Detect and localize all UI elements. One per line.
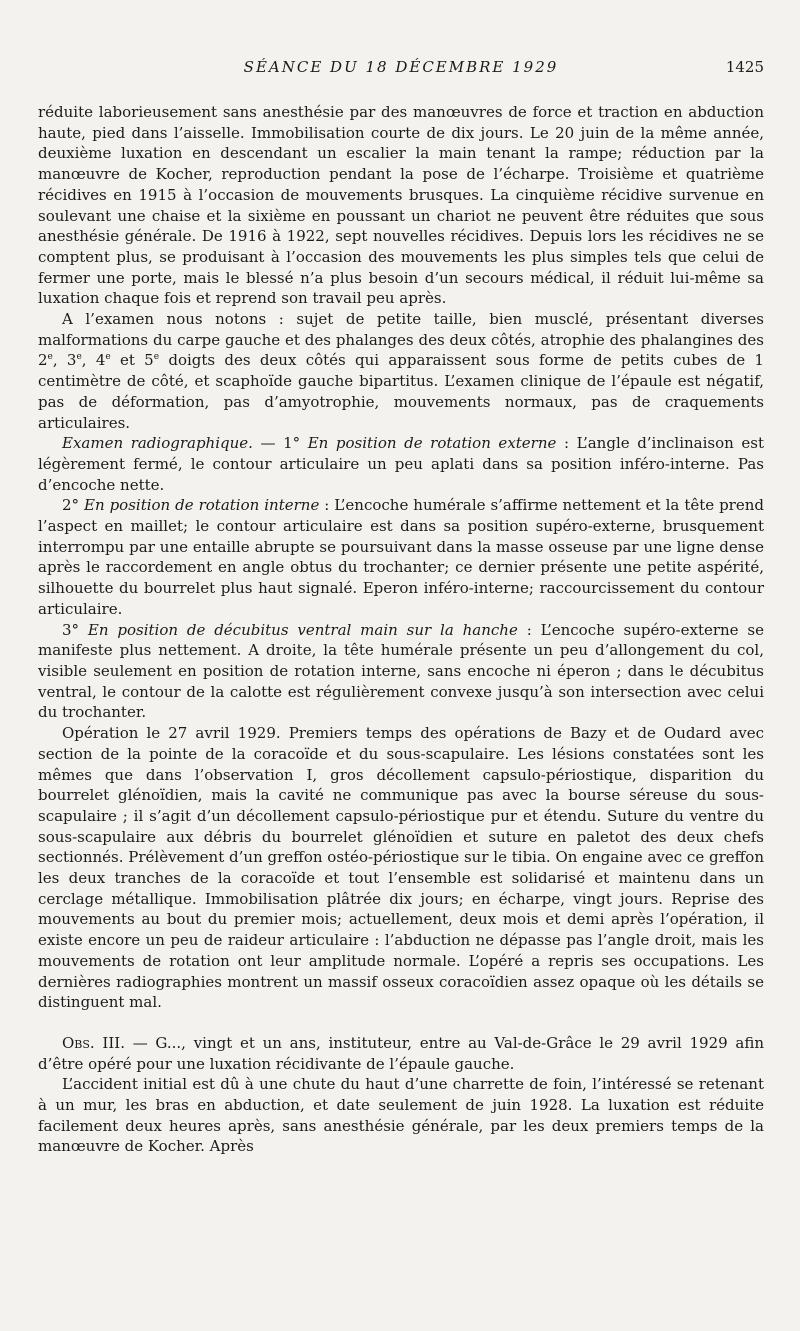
document-page: [38, 58, 764, 1157]
body-text: [38, 102, 764, 1157]
running-title: SÉANCE DU 18 DÉCEMBRE 1929: [243, 58, 559, 76]
section-gap: [38, 1013, 764, 1033]
paragraph: réduite laborieusement sans anesthésie par des manœuvres de force et traction en abduction haute, pied dans l’aisselle. Immobilisation courte de dix jours. Le 20 juin de la même année, deuxième luxation en descendant un escalier la main tenant la rampe; réduction par la manœuvre de Kocher, reproduction pendant la pose de l’écharpe. Troisième et quatrième récidives en 1915 à l’occasion de mouvements brusques. La cinquième récidive survenue en soulevant une chaise et la sixième en poussant un chariot ne peuvent être réduites que sous anesthésie générale. De 1916 à 1922, sept nouvelles récidives. Depuis lors les récidives ne se comptent plus, se produisant à l’occasion des mouvements les plus simples tels que celui de fermer une porte, mais le blessé n’a plus besoin d’un secours médical, il réduit lui-même sa luxation chaque fois et reprend son travail peu après.: [38, 103, 764, 308]
page-header: [38, 58, 764, 84]
paragraph-decubitus: 3° En position de décubitus ventral main sur la hanche : L’encoche supéro-externe se manifeste plus nettement. A droite, la tête humérale présente un peu d’allongement du col, visible seulement en position de rotation interne, sans encoche ni éperon ; dans le décubitus ventral, le contour de la calotte est régulièrement convexe jusqu’à son intersection avec celui du trochanter.: [38, 620, 764, 722]
paragraph-operation: Opération le 27 avril 1929. Premiers temps des opérations de Bazy et de Oudard avec section de la pointe de la coracoïde et du sous-scapulaire. Les lésions constatées sont les mêmes que dans l’observation I, gros décollement capsulo-périostique, disparition du bourrelet glénoïdien, mais la cavité ne communique pas avec la bourse séreuse du sous-scapulaire ; il s’agit d’un décollement capsulo-périostique pur et étendu. Suture du ventre du sous-scapulaire aux débris du bourrelet glénoïdien et suture en paletot des deux chefs sectionnés. Prélèvement d’un greffon ostéo-périostique sur le tibia. On engaine avec ce greffon les deux tranches de la coracoïde et tout l’ensemble est solidarisé et maintenu dans un cerclage métallique. Immobilisation plâtrée dix jours; en écharpe, vingt jours. Reprise des mouvements au bout du premier mois; actuellement, deux mois et demi après l’opération, il existe encore un peu de raideur articulaire : l’abduction ne dépasse pas l’angle droit, mais les mouvements de rotation ont leur amplitude normale. L’opéré a repris ses occupations. Les dernières radiographies montrent un massif osseux coracoïdien assez opaque où les détails se distinguent mal.: [38, 724, 764, 1012]
paragraph-observation-iii: Obs. III. — G..., vingt et un ans, instituteur, entre au Val-de-Grâce le 29 avril 1929 afin d’être opéré pour une luxation récidivante de l’épaule gauche.: [38, 1033, 764, 1073]
paragraph-radiographie: Examen radiographique. — 1° En position de rotation externe : L’angle d’inclinaison est légèrement fermé, le contour articulaire un peu aplati dans sa position inféro-interne. Pas d’encoche nette.: [38, 434, 764, 494]
paragraph-rotation-interne: 2° En position de rotation interne : L’encoche humérale s’affirme nettement et la tête prend l’aspect en maillet; le contour articulaire est dans sa position supéro-externe, brusquement interrompu par une entaille abrupte se poursuivant dans la masse osseuse par une ligne dense après le raccordement en angle obtus du trochanter; ce dernier présente une petite aspérité, silhouette du bourrelet plus haut signalé. Eperon inféro-interne; raccourcissement du contour articulaire.: [38, 496, 764, 618]
page-number: 1425: [725, 58, 764, 76]
paragraph-accident: L’accident initial est dû à une chute du haut d’une charrette de foin, l’intéressé se retenant à un mur, les bras en abduction, et date seulement de juin 1928. La luxation est réduite facilement deux heures après, sans anesthésie générale, par les deux premiers temps de la manœuvre de Kocher. Après: [38, 1075, 764, 1156]
paragraph-examen: A l’examen nous notons : sujet de petite taille, bien musclé, présentant diverses malformations du carpe gauche et des phalanges des deux côtés, atrophie des phalangines des 2e, 3e, 4e et 5e doigts des deux côtés qui apparaissent sous forme de petits cubes de 1 centimètre de côté, et scaphoïde gauche bipartitus. L’examen clinique de l’épaule est négatif, pas de déformation, pas d’amyotrophie, mouvements normaux, pas de craquements articulaires.: [38, 310, 764, 432]
